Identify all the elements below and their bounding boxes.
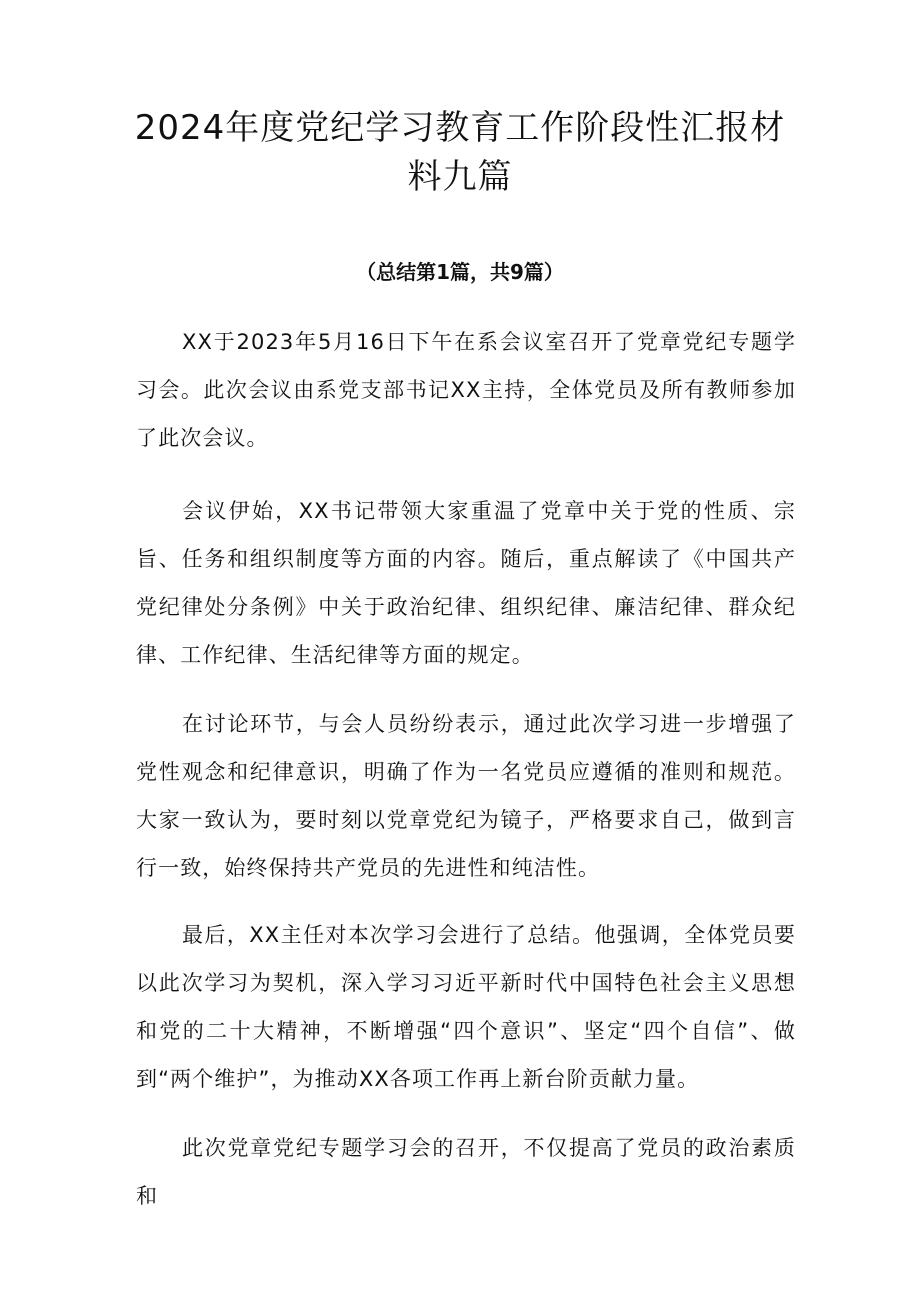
document-title-line-2: 料九篇 [407,157,513,197]
paragraph-3: 在讨论环节，与会人员纷纷表示，通过此次学习进一步增强了党性观念和纪律意识，明确了作为一名党员应遵循的准则和规范。大家一致认为，要时刻以党章党纪为镜子，严格要求自己，做到言行一致，始终保持共产党员的先进性和纯洁性。 [136,712,796,880]
paragraph-2: 会议伊始，XX书记带领大家重温了党章中关于党的性质、宗旨、任务和组织制度等方面的内容。随后，重点解读了《中国共产党纪律处分条例》中关于政治纪律、组织纪律、廉洁纪律、群众纪律、工作纪律、生活纪律等方面的规定。 [136,499,796,667]
paragraph-5: 此次党章党纪专题学习会的召开，不仅提高了党员的政治素质和 [136,1136,796,1208]
document-title-line-1: 2024年度党纪学习教育工作阶段性汇报材 [134,108,786,148]
paragraph-4: 最后，XX主任对本次学习会进行了总结。他强调，全体党员要以此次学习为契机，深入学习习近平新时代中国特色社会主义思想和党的二十大精神，不断增强“四个意识”、坚定“四个自信”、做到“两个维护”，为推动XX各项工作再上新台阶贡献力量。 [136,923,796,1091]
paragraph-1: XX于2023年5月16日下午在系会议室召开了党章党纪专题学习会。此次会议由系党支部书记XX主持，全体党员及所有教师参加了此次会议。 [136,330,796,450]
document-subtitle: （总结第1篇，共9篇） [356,260,564,284]
